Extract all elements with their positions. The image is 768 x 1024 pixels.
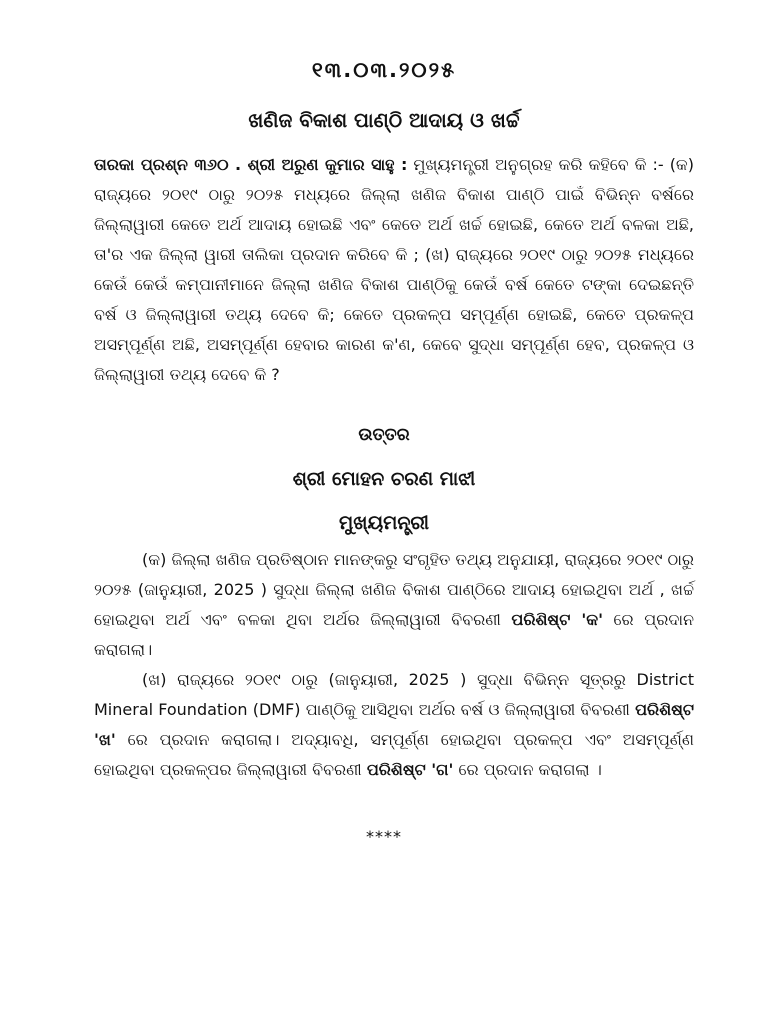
question-text: ମୁଖ୍ୟମନ୍ତ୍ରୀ ଅନୁଗ୍ରହ କରି କହିବେ କି :- (କ) ରାଜ୍ୟରେ ୨୦୧୯ ଠାରୁ ୨୦୨୫ ମଧ୍ୟରେ ଜିଲ୍ଲା ଖଣିଜ ବିକାଶ ପାଣ୍ଠି ପାଇଁ ବିଭିନ୍ନ ବର୍ଷରେ ଜିଲ୍ଲାୱାରୀ କେତେ ଅର୍ଥ ଆଦାୟ ହୋଇଛି ଏବଂ କେତେ ଅର୍ଥ ଖର୍ଚ୍ଚ ହୋଇଛି, କେତେ ଅର୍ଥ ବଳକା ଅଛି, ତା'ର ଏକ ଜିଲ୍ଲା ୱାରୀ ତାଲିକା ପ୍ରଦାନ କରିବେ କି ; (ଖ) ରାଜ୍ୟରେ ୨୦୧୯ ଠାରୁ ୨୦୨୫ ମଧ୍ୟରେ କେଉଁ କେଉଁ କମ୍ପାନୀମାନେ ଜିଲ୍ଲା ଖଣିଜ ବିକାଶ ପାଣ୍ଠିକୁ କେଉଁ ବର୍ଷ କେତେ ଟଙ୍କା ଦେଇଛନ୍ତି ବର୍ଷ ଓ ଜିଲ୍ଲାୱାରୀ ତଥ୍ୟ ଦେବେ କି; କେତେ ପ୍ରକଳ୍ପ ସମ୍ପୂର୍ଣ୍ଣ ହୋଇଛି, କେତେ ପ୍ରକଳ୍ପ ଅସମ୍ପୂର୍ଣ୍ଣ ଅଛି, ଅସମ୍ପୂର୍ଣ୍ଣ ହେବାର କାରଣ କ'ଣ, କେବେ ସୁଦ୍ଧା ସମ୍ପୂର୍ଣ୍ଣ ହେବ, ପ୍ରକଳ୍ପ ଓ ଜିଲ୍ଲାୱାରୀ ତଥ୍ୟ ଦେବେ କି ? <box>94 155 694 384</box>
appendix-ka-ref: ପରିଶିଷ୍ଟ 'କ' <box>511 610 603 629</box>
answer-kha-text-mid: ରେ ପ୍ରଦାନ କରାଗଲା। ଅଦ୍ୟାବଧି, ସମ୍ପୂର୍ଣ୍ଣ ହୋଇଥିବା ପ୍ରକଳ୍ପ ଏବଂ ଅସମ୍ପୂର୍ଣ୍ଣ ହୋଇଥିବା ପ୍ରକଳ୍ପର ଜିଲ୍ଲାୱାରୀ ବିବରଣୀ <box>94 730 694 779</box>
answer-paragraph-ka <box>94 545 694 665</box>
answer-paragraph-kha <box>94 665 694 785</box>
answer-heading: ଉତ୍ତର <box>358 425 410 445</box>
question-paragraph <box>94 150 694 390</box>
answer-kha-text: (ଖ) ରାଜ୍ୟରେ ୨୦୧୯ ଠାରୁ (ଜାନୁୟାରୀ, 2025 ) ସୁଦ୍ଧା ବିଭିନ୍ନ ସୂତ୍ରରୁ District Mineral Foundation (DMF) ପାଣ୍ଠିକୁ ଆସିଥିବା ଅର୍ଥର ବର୍ଷ ଓ ଜିଲ୍ଲାୱାରୀ ବିବରଣୀ <box>94 670 694 719</box>
document-title: ଖଣିଜ ବିକାଶ ପାଣ୍ଠି ଆଦାୟ ଓ ଖର୍ଚ୍ଚ <box>248 108 520 132</box>
document-date: ୧୩.୦୩.୨୦୨୫ <box>311 58 457 82</box>
appendix-ga-ref: ପରିଶିଷ୍ଟ 'ଗ' <box>366 760 454 779</box>
minister-name: ଶ୍ରୀ ମୋହନ ଚରଣ ମାଝୀ <box>292 468 476 490</box>
answer-ka-text: (କ) ଜିଲ୍ଲା ଖଣିଜ ପ୍ରତିଷ୍ଠାନ ମାନଙ୍କରୁ ସଂଗୃହିତ ତଥ୍ୟ ଅନୁଯାୟୀ, ରାଜ୍ୟରେ ୨୦୧୯ ଠାରୁ ୨୦୨୫ (ଜାନୁୟାରୀ, 2025 ) ସୁଦ୍ଧା ଜିଲ୍ଲା ଖଣିଜ ବିକାଶ ପାଣ୍ଠିରେ ଆଦାୟ ହୋଇଥିବା ଅର୍ଥ , ଖର୍ଚ୍ଚ ହୋଇଥିବା ଅର୍ଥ ଏବଂ ବଳକା ଥିବା ଅର୍ଥର ଜିଲ୍ଲାୱାରୀ ବିବରଣୀ <box>94 550 694 629</box>
end-mark: **** <box>366 827 402 846</box>
appendix-kha-ref: ପରିଶିଷ୍ଟ 'ଖ' <box>94 700 694 749</box>
minister-title: ମୁଖ୍ୟମନ୍ତ୍ରୀ <box>339 512 429 534</box>
question-label: ତାରକା ପ୍ରଶ୍ନ ୩୬୦ . ଶ୍ରୀ ଅରୁଣ କୁମାର ସାହୁ : <box>94 155 408 174</box>
answer-body <box>94 545 694 785</box>
answer-kha-text-end: ରେ ପ୍ରଦାନ କରାଗଲା । <box>453 760 602 779</box>
answer-ka-text-end: ରେ ପ୍ରଦାନ କରାଗଲା। <box>94 610 695 659</box>
